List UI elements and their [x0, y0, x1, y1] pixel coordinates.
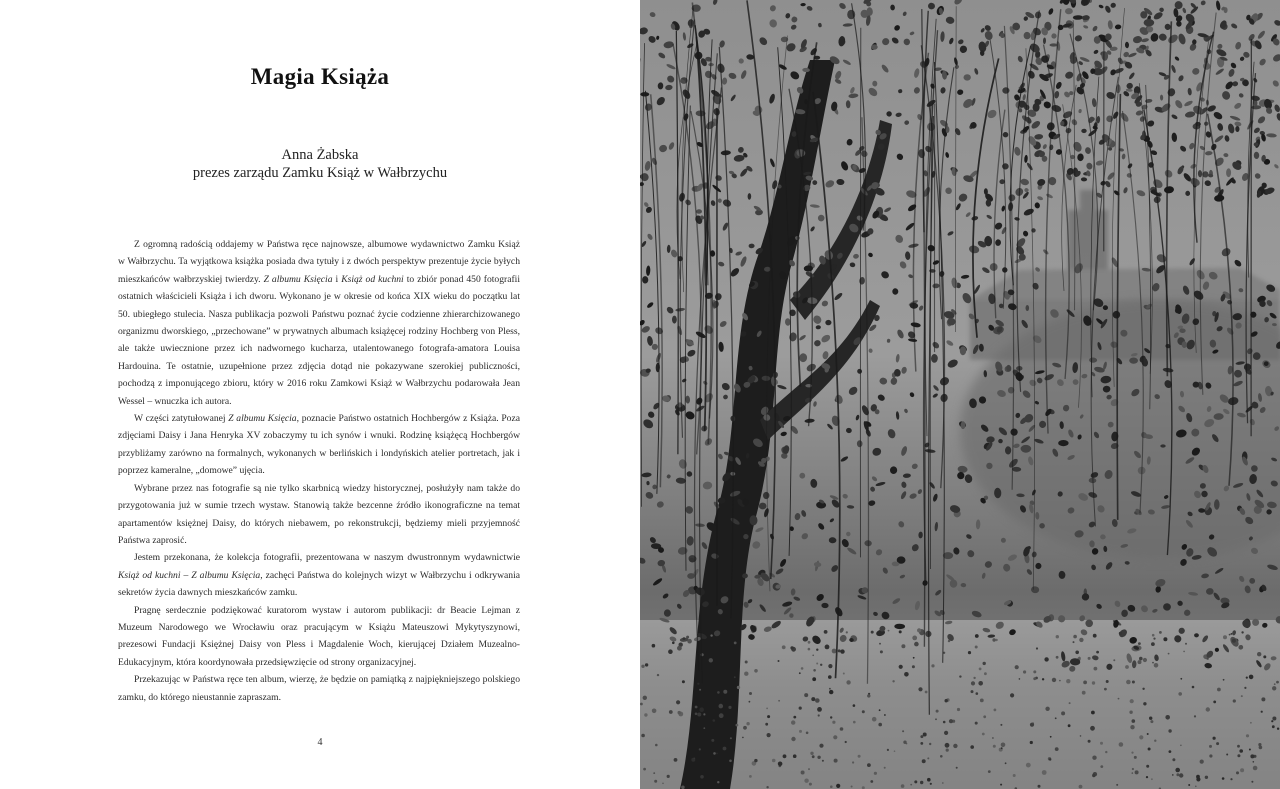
tree-photo [640, 0, 1280, 789]
text-run: Jestem przekonana, że kolekcja fotografii, prezentowana w naszym dwustronnym wydawnictwie [134, 552, 520, 564]
body-paragraph [118, 236, 520, 410]
body-paragraph [118, 602, 520, 672]
text-run: , poznacie Państwo ostatnich Hochbergów z Książa. Poza zdjęciami Daisy i Jana Henryka XV zobaczymy tu ich synów i wnuki. Rodzinę książęcą Hochbergów przybliżamy zarówno na formalnych, wykonanych w berlińskich i londyńskich atelier portretach, jak i poprzez kameralne, „domowe” ujęcia. [118, 413, 520, 477]
page-title: Magia Książa [250, 64, 390, 89]
italic-title: Książ od kuchni [341, 273, 404, 285]
text-run: W części zatytułowanej [134, 413, 229, 425]
body-text [118, 236, 520, 706]
body-paragraph [118, 410, 520, 480]
text-run: Z ogromną radością oddajemy w Państwa ręce najnowsze, albumowe wydawnictwo Zamku Książ w Wałbrzychu. Ta wyjątkowa książka posiada dwa tytuły i z dwóch perspektyw prezentuje życie byłych mieszkańców wałbrzyskiej twierdzy. [118, 239, 520, 285]
body-paragraph [118, 671, 520, 706]
text-run: to zbiór ponad 450 fotografii ostatnich właścicieli Książa i ich dworu. Wykonano je w okresie od końca XIX wieku do początku lat 50. ubiegłego stulecia. Nasza publikacja pozwoli Państwu poznać życie codzienne zhierarchizowanego organizmu dworskiego, „przechowane” w prywatnych albumach książęcej rodziny Hochberg von Pless, ale także uwiecznione przez ich nadwornego kucharza, utalentowanego fotografa-amatora Louisa Hardouina. Te ostatnie, uzupełnione przez zdjęcia dotąd nie pokazywane szerokiej publiczności, pochodzą z imponującego zbioru, który w 2016 roku Zamkowi Książ w Wałbrzychu podarowała Jean Wessel – wnuczka ich autora. [118, 273, 520, 407]
page-number: 4 [317, 737, 323, 748]
text-run: Przekazując w Państwa ręce ten album, wierzę, że będzie on pamiątką z najpiękniejszego polskiego zamku, do którego nieustannie zapraszam. [118, 674, 520, 703]
author-role: prezes zarządu Zamku Książ w Wałbrzychu [192, 165, 448, 181]
text-run: Wybrane przez nas fotografie są nie tylko skarbnicą wiedzy historycznej, posłużyły nam także do przygotowania już w sumie trzech wystaw. Stanowią także bezcenne źródło ikonograficzne na temat apartamentów księżnej Daisy, do których niebawem, po rekonstrukcji, będziemy mieli przyjemność Państwa zaprosić. [118, 482, 520, 546]
photo-page [640, 0, 1280, 789]
body-paragraph [118, 549, 520, 601]
author-block [0, 146, 640, 182]
text-run: Pragnę serdecznie podziękować kuratorom wystaw i autorom publikacji: dr Beacie Lejman z Muzeum Narodowego we Wrocławiu oraz pracującym w Książu Mateuszowi Mykytyszynowi, prezesowi Fundacji Księżnej Daisy von Pless i Magdalenie Woch, kierującej Działem Muzealno-Edukacyjnym, która koordynowała przedsięwzięcie od strony organizacyjnej. [118, 604, 520, 668]
body-paragraph [118, 480, 520, 550]
italic-title: Książ od kuchni – Z albumu Księcia [118, 569, 261, 581]
text-run: i [332, 273, 342, 285]
author-name: Anna Żabska [281, 147, 359, 163]
text-run: , zachęci Państwa do kolejnych wizyt w Wałbrzychu i odkrywania sekretów życia dawnych mieszkańców zamku. [118, 569, 520, 599]
italic-title: Z albumu Księcia [263, 273, 333, 285]
italic-title: Z albumu Księcia [228, 413, 297, 425]
